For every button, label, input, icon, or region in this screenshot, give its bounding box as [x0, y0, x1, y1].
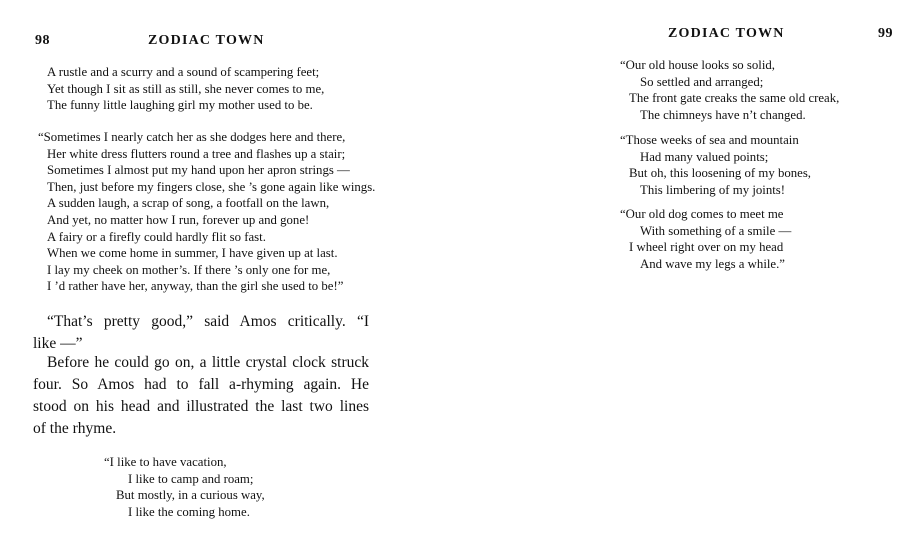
left-page [0, 0, 455, 539]
poem-stanza [38, 129, 375, 295]
poem-line: This limbering of my joints! [640, 182, 786, 197]
poem-line: The funny little laughing girl my mother used to be. [47, 98, 313, 113]
poem-stanza [104, 454, 265, 520]
poem-line: But mostly, in a curious way, [116, 488, 265, 503]
poem-line: With something of a smile — [640, 223, 792, 238]
poem-line: A fairy or a firefly could hardly flit so fast. [47, 229, 266, 244]
poem-line: “Those weeks of sea and mountain [620, 133, 799, 147]
poem-line: A rustle and a scurry and a sound of scampering feet; [47, 65, 320, 79]
prose-paragraph [33, 352, 369, 440]
poem-line: I lay my cheek on mother’s. If there ’s only one for me, [47, 262, 331, 277]
poem-line: “Our old dog comes to meet me [620, 207, 784, 221]
poem-line: A sudden laugh, a scrap of song, a footfall on the lawn, [47, 196, 330, 211]
poem-line: When we come home in summer, I have given up at last. [47, 246, 338, 261]
prose-line: Before he could go on, a little crystal clock struck [47, 354, 369, 371]
prose-line: four. So Amos had to fall a-rhyming again. He [33, 376, 369, 393]
poem-line: So settled and arranged; [640, 74, 764, 89]
prose-paragraph [33, 311, 369, 355]
page-number: 99 [878, 26, 893, 41]
poem-stanza [620, 132, 811, 198]
poem-stanza [47, 64, 324, 114]
poem-line: “I like to have vacation, [104, 455, 227, 469]
poem-line: Yet though I sit as still as still, she never comes to me, [47, 81, 325, 96]
poem-line: But oh, this loosening of my bones, [629, 166, 811, 181]
poem-line: “Our old house looks so solid, [620, 58, 775, 72]
poem-line: “Sometimes I nearly catch her as she dodges here and there, [38, 130, 346, 144]
poem-line: Had many valued points; [640, 149, 769, 164]
prose-line: like —” [33, 335, 83, 352]
poem-line: Then, just before my fingers close, she ’s gone again like wings. [47, 179, 376, 194]
poem-line: I ’d rather have her, anyway, than the girl she used to be!” [47, 279, 344, 294]
poem-line: Her white dress flutters round a tree and flashes up a stair; [47, 146, 346, 161]
poem-line: I like to camp and roam; [128, 471, 254, 486]
poem-line: And yet, no matter how I run, forever up and gone! [47, 212, 310, 227]
poem-line: I like the coming home. [128, 504, 250, 519]
prose-line: “That’s pretty good,” said Amos critically. “I [47, 313, 369, 330]
poem-line: And wave my legs a while.” [640, 256, 785, 271]
running-head: ZODIAC TOWN [668, 26, 785, 41]
poem-line: The chimneys have n’t changed. [640, 107, 806, 122]
running-head: ZODIAC TOWN [148, 33, 265, 48]
right-page [455, 0, 911, 539]
prose-line: stood on his head and illustrated the last two lines [33, 398, 369, 415]
poem-stanza [620, 57, 839, 123]
page-number: 98 [35, 33, 50, 48]
prose-line: of the rhyme. [33, 420, 117, 437]
poem-stanza [620, 206, 791, 272]
poem-line: Sometimes I almost put my hand upon her apron strings — [47, 163, 350, 178]
poem-line: The front gate creaks the same old creak, [629, 91, 840, 106]
poem-line: I wheel right over on my head [629, 240, 784, 255]
